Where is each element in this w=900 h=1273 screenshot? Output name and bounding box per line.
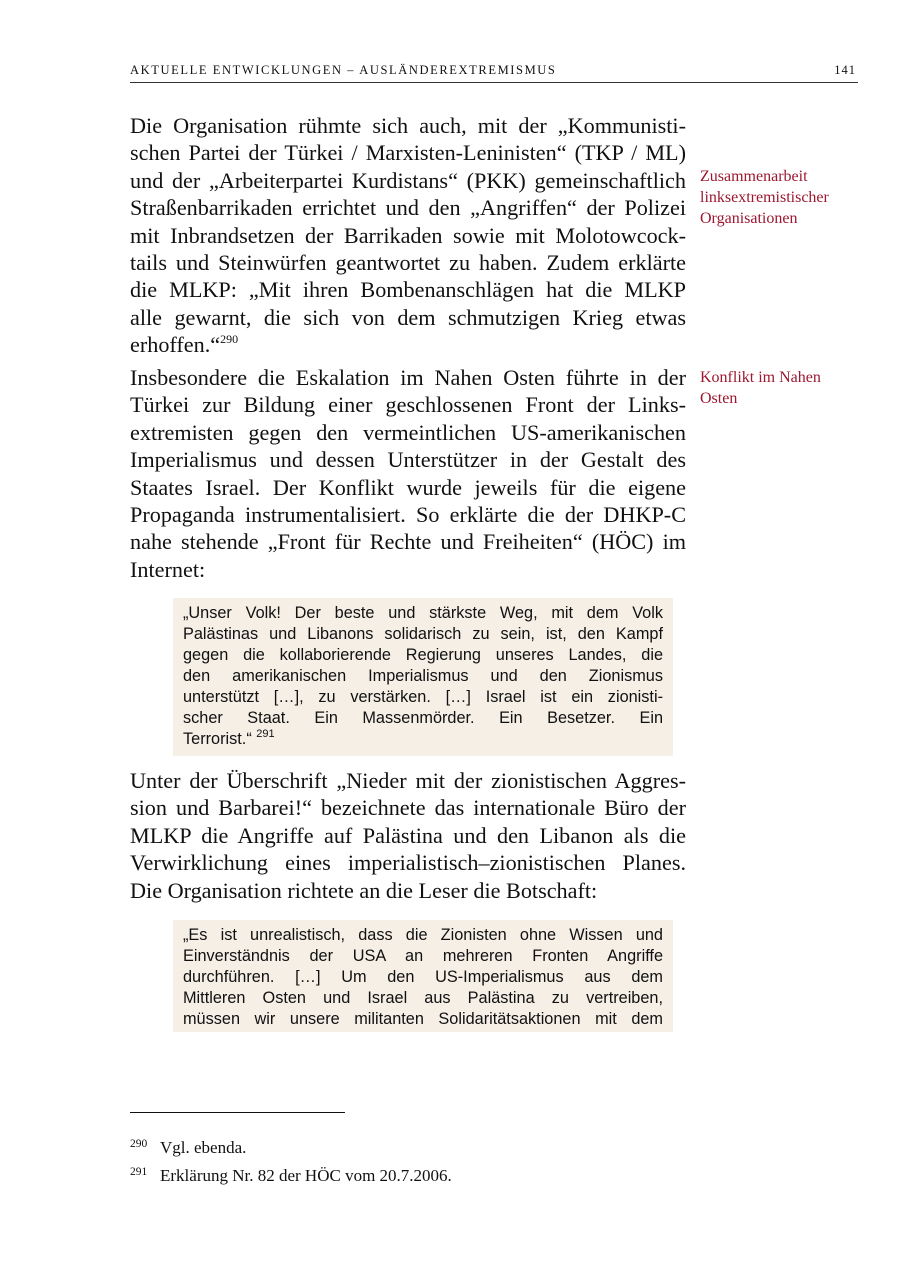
quote-line: unterstützt […], zu verstärken. […] Israel ist ein zionisti- [183, 688, 663, 706]
footnote-text: Erklärung Nr. 82 der HÖC vom 20.7.2006. [160, 1166, 452, 1185]
text-line: die MLKP: „Mit ihren Bombenanschlägen hat die MLKP [130, 277, 686, 303]
text-line: Propaganda instrumentalisiert. So erklärte die der DHKP-C [130, 502, 686, 528]
quote-line: den amerikanischen Imperialismus und den Zionismus [183, 667, 663, 685]
text-line: sion und Barbarei!“ bezeichnete das internationale Büro der [130, 795, 686, 821]
quote-line: „Es ist unrealistisch, dass die Zionisten ohne Wissen und [183, 926, 663, 944]
footnote-ref-290[interactable]: 290 [220, 332, 239, 347]
quote-line [183, 729, 663, 750]
text-line: schen Partei der Türkei / Marxisten-Leninisten“ (TKP / ML) [130, 140, 686, 166]
page-number: 141 [834, 63, 856, 77]
margin-note-line: linksextremistischer [700, 189, 829, 206]
footnote-separator [130, 1112, 345, 1113]
quote-line: gegen die kollaborierende Regierung unseres Landes, die [183, 646, 663, 664]
blockquote-mlkp [173, 920, 673, 1032]
text-line: Straßenbarrikaden errichtet und den „Angriffen“ der Polizei [130, 195, 686, 221]
text-line: Die Organisation richtete an die Leser die Botschaft: [130, 877, 598, 903]
text-line [130, 331, 686, 358]
paragraph-2 [130, 364, 686, 583]
quote-line: müssen wir unsere militanten Solidaritätsaktionen mit dem [183, 1010, 663, 1028]
quote-line: Mittleren Osten und Israel aus Palästina zu vertreiben, [183, 989, 663, 1007]
text-line: tails und Steinwürfen geantwortet zu haben. Zudem erklärte [130, 250, 686, 276]
blockquote-hoec [173, 598, 673, 756]
footnote-number: 291 [130, 1166, 148, 1178]
text-line: Verwirklichung eines imperialistisch–zionistischen Planes. [130, 850, 686, 876]
text-line: Die Organisation rühmte sich auch, mit der „Kommunisti- [130, 113, 686, 138]
quote-line: durchführen. […] Um den US-Imperialismus aus dem [183, 968, 663, 986]
footnote-number: 290 [130, 1138, 148, 1150]
quote-line: Palästinas und Libanons solidarisch zu sein, ist, den Kampf [183, 625, 663, 643]
footnote-text: Vgl. ebenda. [160, 1138, 247, 1157]
footnote-ref-291[interactable]: 291 [256, 728, 275, 740]
text-line-content: erhoffen.“ [130, 332, 221, 358]
text-line: Staates Israel. Der Konflikt wurde jeweils für die eigene [130, 474, 686, 500]
text-line: nahe stehende „Front für Rechte und Freiheiten“ (HÖC) im [130, 529, 686, 555]
text-line: mit Inbrandsetzen der Barrikaden sowie mit Molotowcock- [130, 222, 686, 248]
text-line: extremisten gegen den vermeintlichen US-amerikanischen [130, 419, 686, 445]
quote-line: scher Staat. Ein Massenmörder. Ein Besetzer. Ein [183, 709, 663, 727]
margin-note-zusammenarbeit [700, 166, 860, 229]
paragraph-3 [130, 767, 686, 904]
quote-line: „Unser Volk! Der beste und stärkste Weg, mit dem Volk [183, 604, 663, 622]
text-line: Insbesondere die Eskalation im Nahen Osten führte in der [130, 365, 686, 390]
text-line: und der „Arbeiterpartei Kurdistans“ (PKK) gemeinschaftlich [130, 167, 686, 193]
margin-note-line: Osten [700, 390, 738, 407]
text-line: Unter der Überschrift „Nieder mit der zionistischen Aggres- [130, 768, 686, 793]
margin-note-line: Konflikt im Nahen [700, 369, 821, 386]
margin-note-line: Organisationen [700, 210, 798, 227]
paragraph-1 [130, 112, 686, 359]
text-line: Imperialismus und dessen Unterstützer in der Gestalt des [130, 447, 686, 473]
running-header-title: AKTUELLE ENTWICKLUNGEN – AUSLÄNDEREXTREMISMUS [130, 63, 557, 77]
text-line: Türkei zur Bildung einer geschlossenen Front der Links- [130, 392, 686, 418]
text-line: alle gewarnt, die sich von dem schmutzigen Krieg etwas [130, 304, 686, 330]
text-line: Internet: [130, 556, 206, 582]
running-header [130, 60, 858, 83]
text-line: MLKP die Angriffe auf Palästina und den Libanon als die [130, 822, 686, 848]
margin-note-line: Zusammenarbeit [700, 168, 808, 185]
quote-line-content: Terrorist.“ [183, 730, 252, 748]
margin-note-nahost [700, 367, 860, 409]
quote-line: Einverständnis der USA an mehreren Fronten Angriffe [183, 947, 663, 965]
